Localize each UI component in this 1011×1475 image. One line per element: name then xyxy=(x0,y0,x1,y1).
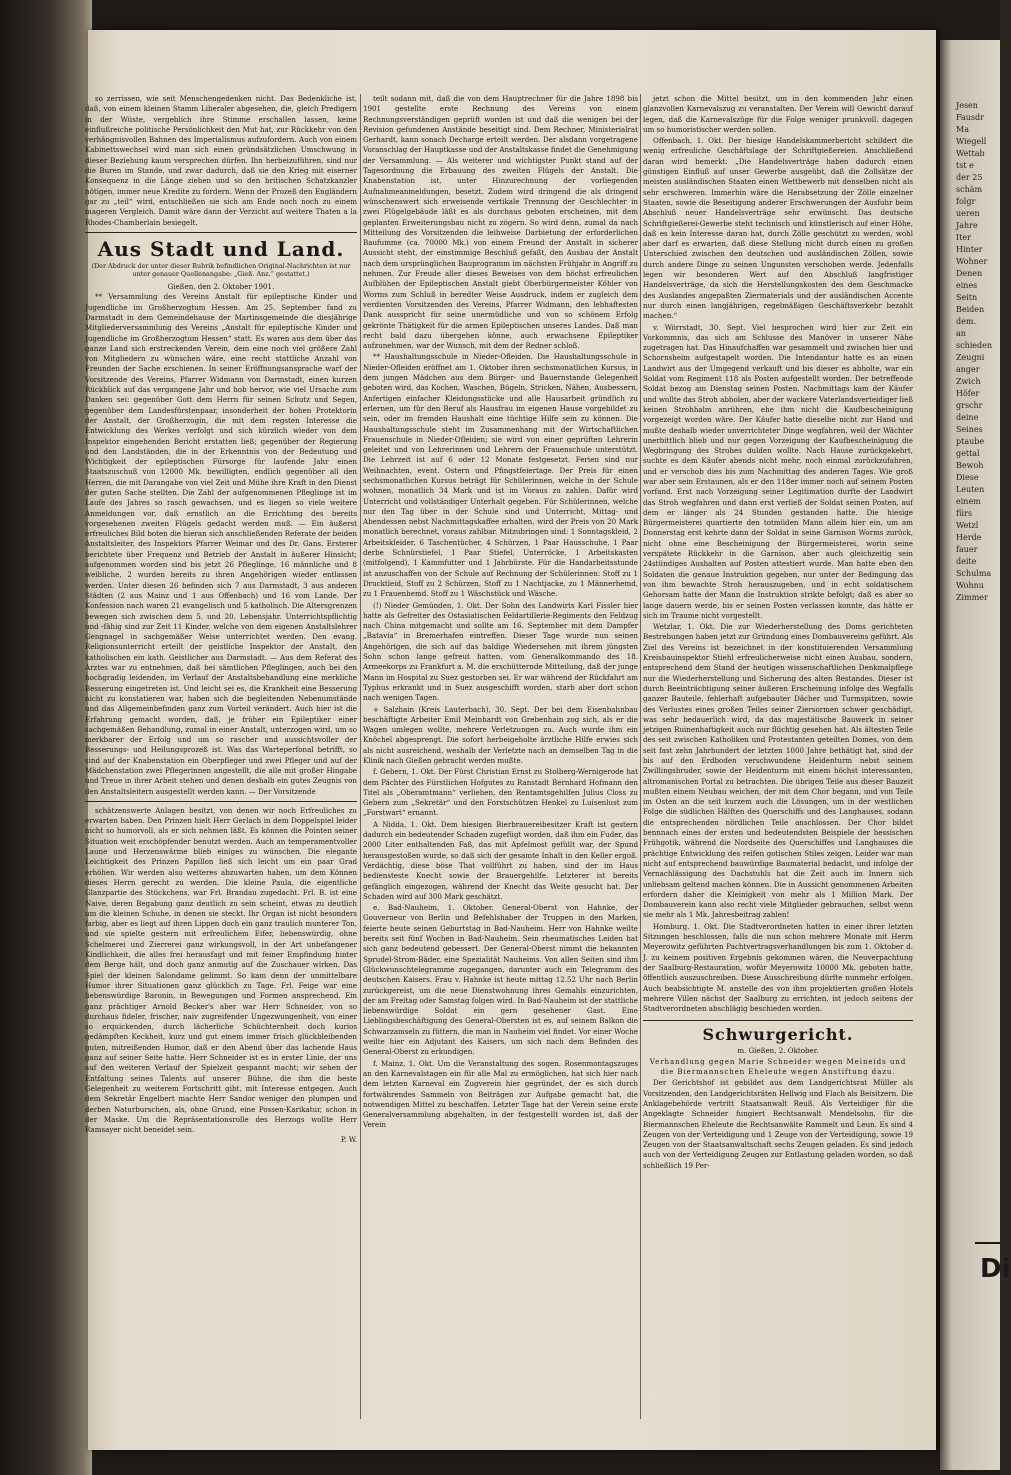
adjacent-page-fragment: Seines xyxy=(956,425,983,434)
adjacent-page-fragment: Leuten xyxy=(956,485,985,494)
adjacent-page-fragment: Ma xyxy=(956,125,969,134)
adjacent-page-fragment: fürs xyxy=(956,509,973,518)
adjacent-page-fragments xyxy=(956,100,1000,604)
adjacent-page-fragment: Zwich xyxy=(956,377,981,386)
adjacent-page-fragment: Zimmer xyxy=(956,593,988,602)
article-verein: ** Versammlung des Vereins Anstalt für epileptische Kinder und Jugendliche im Großherzogtum Hessen. Am 25. September fand zu Darmstadt in dem Gemeindehause der Martinsgemeinde die diesjährige Mitgliederversammlung des Vereins „Anstalt für epileptische Kinder und Jugendliche im Großherzogtum Hessen“ statt. Es waren aus dem über das ganze Land sich erstreckenden Verein, dem eine noch viel größere Zahl von Mitgliedern zu wünschen wäre, eine recht stattliche Anzahl von Freunden der Sache erschienen. In seiner Eröffnungsansprache warf der Vorsitzende des Vereins, Pfarrer Widmann von Darmstadt, einen kurzen Rückblick auf das vergangene Jahr und hob hervor, wie viel Ursache zum Danken sei: gegenüber Gott dem Herrn für seinen Schutz und Segen, gegenüber dem Landesfürstenpaar, insonderheit der hohen Protektorin der Anstalt, der Großherzogin, die mit dem regsten Interesse die Entwicklung des Werkes verfolgt und sich kürzlich wieder von dem Inspektor eingehenden Bericht erstatten ließ; gegenüber der Regierung und den Landständen, die in der Erkenntnis von der Bedeutung und Wichtigkeit der epileptischen Fürsorge für laufende Jahr einen Staatszuschuß von 12000 Mk. bewilligten, endlich gegenüber all den Herren, die mit Darangabe von viel Zeit und Mühe ihre Kraft in den Dienst der guten Sache stellten. Die Zahl der aufgenommenen Pfleglinge ist im Laufe des Jahres so rasch gewachsen, und es liegen so viele weitere Anmeldungen vor, daß ernstlich an die Errichtung des bereits vorgesehenen zweiten Flügels gedacht werden muß. — Ein äußerst erfreuliches Bild boten die hieran sich anschließenden Referate der beiden Anstaltsleiter, des Inspektors Pfarrer Weimar und des Dr. Gans. Ersterer berichtete über Frequenz und Betrieb der Anstalt in äußerer Hinsicht; aufgenommen worden sind bis jetzt 26 Pfleglinge, 16 männliche und 8 weibliche, 2 wurden bereits zu ihren Angehörigen wieder entlassen werden. Unter diesen 26 befinden sich 7 aus Darmstadt, 3 aus anderen Städten (2 aus Mainz und 1 aus Offenbach) und 16 vom Lande. Der Konfession nach waren 21 evangelisch und 5 katholisch. Die Altersgrenzen bewegen sich zwischen dem 5. und 20. Lebensjahr. Unterrichtspflichtig und -fähig sind zur Zeit 11 Kinder, welche von dem eigenen Anstaltslehrer Gengnagel in sachgemäßer Weise unterrichtet werden. Den evang. Religionsunterricht erteilt der geistliche Inspektor der Anstalt, den katholischen ein kath. Geistlicher aus Darmstadt. — Aus dem Referat des Arztes war zu entnehmen, daß bei sämtlichen Pfleglingen, auch bei den hochgradig leidenden, im Verlauf der Anstaltsbehandlung eine merkliche Besserung eingetreten ist. Und leicht sei es, die Krankheit eine Besserung nicht zu konstatieren war, haben sich die begleitenden Nebenumstände und das Allgemeinbefinden ganz zum Vorteil verändert. Auch hier ist die Erfahrung gemacht worden, daß, je früher ein Epileptiker einer sachgemäßen Behandlung, zumal in einer Anstalt, unterzogen wird, um so merkbarer der Erfolg und um so rascher und aussichtsvoller der Besserungs- und Heilungsprozeß ist. Was das Warteperfonal betrifft, so sind auf der Knabenstation ein Oberpfleger und zwei Pfleger und auf der Mädchenstation zwei Pflegerinnen angestellt, die alle mit großer Hingabe und Treue in ihrer Arbeit stehen und denen deshalb ein gutes Zeugnis von den Anstaltsleitern ausgestellt werden kann. — Der Vorsitzende xyxy=(85,292,357,796)
adjacent-page-fragment: Wiegell xyxy=(956,137,987,146)
adjacent-page-fragment: folgr xyxy=(956,197,976,206)
article-wetzlar: Wetzlar, 1. Okt. Die zur Wiederherstellung des Doms gerichteten Bestrebungen haben jetzt zur Gründung eines Dombauvereins geführt. Als Ziel des Vereins ist bezeichnet in der konstituierenden Versammlung Kreisbauinspektor Stiehl erfreulicherweise nicht einen Ausbau, sondern, entsprechend dem Stand der heutigen wissenschaftlichen Denkmalpflege nur die Wiederherstellung und Sicherung des alten Bestandes. Dieser ist durch Beeinträchtigung seiner äußeren Erscheinung infolge des Wegfalls ganzer Bauteile, fehlerhaft aufgebauter Dächer und Turmspitzen, sowie des Verlustes eines großen Teiles seiner Ziersormen schwer geschädigt, was sehr bedauerlich wird, da das majestätische Bauwerk in seiner jetzigen Ruinenhaftigkeit auch nur flüchtig gesehen hat. Als ältesten Teile des seit zwischen Katholiken und Protestanten geteilten Domes, von dem seit fast zehn Jahrhundert der letzten 1000 Jahre bethätigt hat, sind der bis auf den Erdboden verschwundene Heidenturm nebst seinem Zwillingsbruder, sowie der Heidenturm mit einem höchst interessanten, altromanischen Portal zu betrachten. Die übrigen Teile aus dieser Bauzeit mußten einem Neubau weichen, der mit dem Chor begann, und von Teile im Osten an die seit kurzem auch die Lösungen, um in der westlichen Folge die südlichen Hälften des Querschiffs und des Langhauses, sodann die entsprechenden nördlichen Teile anschlossen. Der Chor bildet bennnach eines der ersten und bedeutendsten Beispiele der hessischen Frühgotik, während die Nordseite des Querschiffes und Langhauses die prächtige Entwicklung des reifen gotischen Stiles zeigen. Leider war man nicht auf entsprechend bauwürdige Baumaterial bedacht, und infolge der Vernachlässigung des Dachstuhls hat die Zeit auch im Innern sich unliebsam geltend machen können. Die in Aussicht genommenen Arbeiten erfordern daher die Kleinigkeit von mehr als 1 Million Mark. Der Dombauverein kann also recht viele Mitglieder gebrauchen, selbst wenn sie mehr als 1 Mk. Jahresbeitrag zahlen! xyxy=(643,622,913,920)
adjacent-page-fragment: Hinter xyxy=(956,245,983,254)
jury-dateline: m. Gießen, 2. Oktober. xyxy=(737,1046,819,1056)
adjacent-page-fragment: Schulma xyxy=(956,569,992,578)
article-mainz: f. Mainz, 1. Okt. Um die Veranstaltung des sogen. Rosenmontagszuges an den Karnevalstagen ein für alle Mal zu ermöglichen, hat sich hier nach dem letzten Karneval ein Zugverein hier gegründet, der es sich durch fortwährendes Sammeln von Beiträgen zur Aufgabe gemacht hat, die notwendigen Mittel zu beschaffen. Letzter Tage hat der Verein seine erste Generalversammlung abgehalten, in der festgestellt worden ist, daß der Verein xyxy=(363,1058,638,1130)
article-bad-nauheim: e. Bad-Nauheim, 1. Oktober. General-Oberst von Hahnke, der Gouverneur von Berlin und Befehlshaber der Truppen in den Marken, feierte heute seinen Geburtstag in Bad-Nauheim. Herr von Hahnke weilte bereits seit fünf Wochen in Bad-Nauheim. Sein rheumatisches Leiden hat sich ganz bedeutend gebessert. Der General-Oberst nimmt die bekannten Sprudel-Strom-Bäder, eine Spezialität Nauheims. Von allen Seiten sind ihm Glückwunschtelegramme zugegangen, darunter auch ein Telegramm des deutschen Kaisers. Frau v. Hahnke ist heute mittag 12.52 Uhr nach Berlin zurückgereist, um die neue Dienstwohnung ihres Gemahls einzurichten, der am Freitag oder Samstag folgen wird. In Bad-Nauheim ist der stattliche liebenswürdige Soldat ein gern gesehener Gast. Eine Lieblingsbeschäftigung des General-Obersten ist es, auf seinem Balkon die Schwarzamseln zu füttern, die man in Nauheim viel findet. Vor einer Woche weilte hier ein Adjutant des Kaisers, um sich nach dem Befinden des General-Oberst zu erkundigen. xyxy=(363,903,638,1057)
adjacent-page-fragment: einem xyxy=(956,497,981,506)
adjacent-page-fragment: Denen xyxy=(956,269,983,278)
article-nieder-gemuenden: (!) Nieder Gemünden, 1. Okt. Der Sohn des Landwirts Karl Fissler hier hatte als Gefreiter des Ostasiatischen Feldartillerie-Regiments den Feldzug nach China mitgemacht und sollte am 16. September mit dem Dampfer „Batavia“ in Bremerhafen eintreffen. Dieser Tage wurde nun seinen Angehörigen, die sich auf das baldige Wiedersehen mit ihrem jüngsten Sohn schon lange gefreut hatten, vom Generalkommando des 18. Armeekorps zu Frankfurt a. M. die erschütternde Mitteilung, daß der junge Mann im Hospital zu Suez gestorben sei. Er war während der Rückfahrt am Typhus erkrankt und in Suez ausgeschifft worden, starb aber dort schon nach wenigen Tagen. xyxy=(363,600,638,703)
adjacent-page-fragment: ueren xyxy=(956,209,980,218)
adjacent-page-fragment: ptaube xyxy=(956,437,985,446)
feuilleton-rule xyxy=(85,801,357,802)
dateline: Gießen, den 2. Oktober 1901. xyxy=(167,282,275,292)
article-offenbach: Offenbach, 1. Okt. Der hiesige Handelskammerbericht schildert die wenig erfreuliche Geschäftslage der Schriftgießereien. Anschließend daran wird bemerkt: „Die Handelsverträge haben dadurch einen günstigen Einfluß auf unser Gewerbe ausgeübt, daß die Zollsätze der meisten ausländischen Staaten einen Wettbewerb mit denselben nicht als sehr erschweren. Immerhin wäre die Herabsetzung der Zölle einzelner Staaten, sowie die Beseitigung anderer Erschwerungen der Ausfuhr beim Abschluß neuer Handelsverträge sehr erwünscht. Das deutsche Schriftgießerei-Gewerbe steht technisch und künstlerisch auf einer Höhe, daß es kein Interesse daran hat, durch Zölle geschützt zu werden, wohl aber darf es erwarten, daß diese Stellung nicht durch einen zu großen Unterschied zwischen den deutschen und ausländischen Zöllen, sowie durch andere Dinge zu seinen Ungunsten verschoben werde. Jedenfalls legen wir besonderen Wert auf den Abschluß langfristiger Handelsverträge, da sich die Herstellungskosten des dem Geschmacke des Auslandes angepaßten Ziermaterials und der ausländischen Accente nur durch einen langjährigen, regelmäßigen Geschäftsverkehr bezahlt machen.“ xyxy=(643,136,913,321)
article-gebern: f. Gebern, 1. Okt. Der Fürst Christian Ernst zu Stolberg-Wernigerode hat dem Pächter des Fürstlichen Hofgutes zu Ranstadt Bernhard Hofmann den Titel als „Oberamtmann“ verliehen, den Rentamtsgehilfen Julius Closs zu Gebern zum „Sekretär“ und den Forstschützen Henkel zu Luisenlust zum „Forstwart“ ernannt. xyxy=(363,767,638,818)
article-verein-continued: teilt sodann mit, daß die von dem Hauptrechner für die Jahre 1898 bis 1901 gestellte erste Rechnung des Vereins von einem Rechnungsverständigen geprüft worden ist und daß die wenigen bei der Revision gefundenen Anstände beseitigt sind. Dem Rechner, Ministerialrat Gerhardt, kann sonach Decharge erteilt werden. Der alsdann vorgetragene Voranschlag der Hauptkasse und der Anstaltskasse findet die Genehmigung der Versammlung. — Als weiterer und wichtigster Punkt stand auf der Tagesordnung die Erbauung des zweiten Flügels der Anstalt. Die Knabenstation ist, unter Hinzurechnung der vorliegenden Aufnahmeanmeldungen, besetzt. Zudem wird dringend die als dringend wünschenswert sich erweisende vertikale Trennung der Geschlechter in zwei Flügelgebäude läßt es als durchaus geboten erscheinen, mit dem geplanten Erweiterungsbau nicht zu zögern. So wird denn, zumal da nach Mitteilung des Vorsitzenden die leihweise Darbietung der erforderlichen Baufumme (ca. 70000 Mk.) von einem Freund der Anstalt in sicherer Aussicht steht, der einstimmige Beschluß gefaßt, den Ausbau der Anstalt nach dem ursprünglichen Bauprogramm im nächsten Frühjahr in Angriff zu nehmen. Zur Freude aller dieses Beweises von dem höchst erfreulichen Aufblühen der Epileptischen Anstalt giebt Oberbürgermeister Köhler von Worms zum Schluß in beredter Weise Ausdruck, indem er zugleich dem verdienten Vorsitzenden des Vereins, Pfarrer Widmann, den lebhaftesten Dank ausspricht für seine unermüdliche und von so schönem Erfolg gekrönte Thätigkeit für die armen Epileptischen unseres Landes. Daß man recht bald dazu übergehen könne, auch erwachsene Epileptiker aufzunehmen, war der Wunsch, mit dem der Redner schloß. xyxy=(363,94,638,351)
book-binding xyxy=(0,0,92,1475)
adjacent-page-fragment: Fausdr xyxy=(956,113,984,122)
adjacent-page-fragment: deite xyxy=(956,557,977,566)
adjacent-page-fragment: Diese xyxy=(956,473,979,482)
adjacent-page-fragment: fauer xyxy=(956,545,978,554)
jury-section xyxy=(643,1020,913,1171)
adjacent-page-fragment: tst e xyxy=(956,161,974,170)
article-homburg: Homburg, 1. Okt. Die Stadtverordneten hatten in einer ihrer letzten Sitzungen beschlossen, falls die nun schon mehrere Monate mit Herrn Meyerowitz geführten Pachtvertragsverhandlungen bis zum 1. Oktober d. J. zu keinem positiven Ergebnis gekommen wären, die Neuverpachtung der Saalburg-Restauration, wofür Meyerowitz 10000 Mk. geboten hatte, öffentlich auszuschreiben. Diese Ausschreibung dürfte nunmehr erfolgen. Auch beabsichtigte M. anstelle des von ihm projektierten großen Hotels mehrere Villen nächst der Saalburg zu errichten, ist jedoch seitens der Stadtverordneten abschlägig beschieden worden. xyxy=(643,921,913,1014)
article-theater: schätzenswerte Anlagen besitzt, von denen wir noch Erfreuliches zu erwarten haben. Den Prinzen hielt Herr Gerlach in dem Doppelspiel leider nicht so humorvoll, als er sich nehmen läßt. Es können die Pointen seiner Situation weit erschöpfender benutzt werden. Auch an temperamentvoller Laune und Herzenswärme blieb einiges zu wünschen. Die elegante Leichtigkeit des Prinzen Papillon ließ sich leicht um ein paar Grad erhöhen. Wir werden also weiteres abzuwarten haben, um dem Können dieses Herrn gerecht zu werden. Die kleine Paula, die eigentliche Glanzpartie des Stückchens, war Frl. Brandau zugedacht. Frl. B. ist eine Naive, deren Begabung ganz deutlich zu sein scheint, etwas zu deutlich um die kleinen Schuhe, in denen sie steckt. Ihr Organ ist nicht besonders farbig, aber es liegt auf ihren Lippen doch ein ganz traulich munterer Ton, und sie spielte gestern mit erfreulichem Eifer, liebenswürdig, ohne Schelmerei und Zierrerei ganz wirkungsvoll, in der Art unbefangener Kindlichkeit, die alles frei herausfagt und mit feiner Empfindung hinter dem Berge hält, und doch ganz anmutig auf die Zuschauer wirken. Das Spiel der kleinen Salondame gelimmt. So kam denn der unmittelbare Humor ihrer Situationen ganz glücklich zu Tage. Frl. Feige war eine liebenswürdige Baronin, in Bewegungen und Formen ansprechend. Ein ganz prächtiger Arnold Becker's aber war Herr Schneider, von so durchaus fideler, frischer, naiv zugreifender Ungezwungenheit, von einer so erquickenden, durch lächerliche Schüchternheit doch kurios gedämpften Keckheit, kurz und gut einem immer frisch glückbleibenden guten, mitreißenden Humor, daß er den Abend über das lachende Haus ganz auf seiner Seite hatte. Herr Schneider ist es in erster Linie, der uns auf den weiteren Verlauf der Spielzeit gespannt macht; wir sehen der Entfaltung seines Talents auf unserer Bühne, die ihm die beste Gelegenheit zu weiterem Fortschritt gibt, mit Interesse entgegen. Auch dem Sekretär Engelbert machte Herr Sandor weniger den plumpen und derben Naturburschen, als, ohne Grund, eine Possen-Karikatur, schon in der Maske. Um die Repräsentationsrolle des Herzogs wollte Herr Ramsayer nicht beneidet sein. xyxy=(85,805,357,1135)
section-title: Aus Stadt und Land. xyxy=(97,236,345,261)
jury-subject: Verhandlung gegen Marie Schneider wegen Meineids und die Biermannschen Eheleute wegen Anstiftung dazu. xyxy=(649,1056,907,1077)
adjacent-page-fragment: Beiden xyxy=(956,305,985,314)
article-text-intro: so zerrissen, wie seit Menschengedenken nicht. Das Bedenkliche ist, daß, von einem kleinen Stamm Liberaler abgesehen, die, gleich Predigern in der Wüste, vergeblich ihre Stimme erschallen lassen, keine einflußreiche politische Persönlichkeit den Mut hat, zur Rückkehr von den verhängnisvollen Bahnen des Imperialismus aufzufordern. Auch von einem Kabinettswechsel wird man sich einen gründsätzlichen Umschwung in dieser Beziehung kaum versprechen dürfen. Ihn herbeizuführen, sind nur die Buren im Stande, und zwar dadurch, daß sie den Krieg mit eiserner Konsequenz in die Länge ziehen und so den britischen Schatzkanzler nötigen, immer neue Kredite zu fordern. Wenn der Prozeß den Engländern gar zu „teil“ wird, entschließen sie sich am Ende noch noch zu einem mageren Vergleich. Damit wäre dann der Verzicht auf weitere Thaten a la Rhodes-Chamberlain besiegelt. xyxy=(85,94,357,227)
adjacent-page-fragment: Höfer xyxy=(956,389,980,398)
adjacent-page-fragment: gettal xyxy=(956,449,980,458)
jury-text: Der Gerichtshof ist gebildet aus dem Landgerichtsrat Müller als Vorsitzenden, den Landgerichtsräten Hellwig und Flach als Beisitzern. Die Anklagebehörde vertritt Staatsanwalt Reuß. Als Verteidiger für die Angeklagte Schneider fungiert Rechtsanwalt Mendelsohn, für die Biermannschen Eheleute die Rechtsanwälte Rammelt und Leun. Es sind 4 Zeugen von der Verteidigung und 1 Zeuge von der Verteidigung, sowie 19 Zeugen von der Staatsanwaltschaft sechs Zeugen geladen. Es sind jedoch auch von der Verteidigung Zeugen zur Entlastung geladen worden, so daß schließlich 19 Per- xyxy=(643,1078,913,1170)
adjacent-page-fragment: Iter xyxy=(956,233,971,242)
section-rule xyxy=(85,232,357,233)
adjacent-page-fragment: Bewoh xyxy=(956,461,984,470)
adjacent-page-rule xyxy=(975,1242,1000,1244)
adjacent-page-fragment: Wettab xyxy=(956,149,985,158)
column-2 xyxy=(363,94,638,1419)
section-rule xyxy=(643,1020,913,1021)
adjacent-page-fragment: Seitn xyxy=(956,293,978,302)
article-woerrstadt: v. Wörrstadt, 30. Sept. Viel besprochen wird hier zur Zeit ein Vorkommnis, das sich am Schlusse des Manöver in unserer Nähe zugetragen hat. Das Hinaufchaffen war gesammelt und zwischen hier und Schornsheim aufgestapelt worden. Die Intendantur hatte es an einen Landwirt aus der Umgegend verkauft und bis dieser es abholte, war ein Soldat vom Regiment 118 als Posten aufgestellt worden. Der betreffende Soldat bezog am Dienstag seinen Posten. Nachmittags kam der Käufer und wollte das Stroh abholen, aber der wackere Vaterlandsverteidiger ließ keinen Strohhalm anrühren, ehe ihm nicht die Kaufbescheinigung vorgezeigt worden wäre. Der Käufer hatte dieselbe nicht zur Hand und mußte deshalb wieder unverrichteter Dinge wegfahren, weil der Wächter unerbittlich blieb und nur gegen Vorzeigung der Kaufbescheinigung die Wegbringung des Strohes dulden wollte. Nach Hause zurückgekehrt, suchte es dem Käufer abends nicht mehr, noch einmal zurückzufahren, und er verschob dies bis zum Nachmittag des anderen Tages. Wie groß war aber sein Erstaunen, als er den 118er immer noch auf seinem Posten vorfand. Erst nach Vorzeigung seiner Legitimation durfte der Landwirt das Stroh wegfahren und dann erst verließ der Soldat seinen Posten, auf dem er länger als 24 Stunden gestanden hatte. Die hiesige Bürgermeisterei quartierte den totmüden Mann allein hier ein, um am Donnerstag erst kehrte dann der Soldat in seine Garnison Worms zurück, nicht ohne eine Bescheinigung der Bürgermeisterei, worin seine verspätete Rückkehr in die Garnison, aber auch gleichzeitig sein 24stündiges Aushalten auf Posten attestiert wurde. Man hatte eben den Soldaten die genaue Instruktion gegeben, nur unter der Bedingung das von ihm bewachte Stroh herauszugeben, und in echt soldatischem Gehorsam hatte der Mann die Instruktion strikte befolgt; daß es aber so lange dauern werde, bis er seinen Posten verlassen konnte, das hätte er sich im Traume nicht vorgestellt. xyxy=(643,322,913,620)
signature: P. W. xyxy=(340,1135,357,1145)
column-3 xyxy=(643,94,913,1419)
article-nidda: A Nidda, 1. Okt. Dem hiesigen Bierbrauereibesitzer Kraft ist gestern dadurch ein bedeutender Schaden zugefügt worden, daß ihm ein Fuder, das 2000 Liter enthaltenden Faß, das mit Apfelmost gefüllt war, der Spund herausgestoßen wurde, so daß sich der gesamte Inhalt in den Keller ergoß. Verdächtig, diese böse That vollführt zu haben, sind der im Haus bediensteste Knecht sowie der Brauergehilfe. Letzterer ist bereits gefänglich eingezogen, während der Knecht das Weite gesucht hat. Der Schaden wird auf 300 Mark geschätzt. xyxy=(363,819,638,901)
adjacent-page-fragment: Jesen xyxy=(956,101,978,110)
adjacent-page-fragment: an xyxy=(956,329,966,338)
adjacent-page-heading-fragment: Di xyxy=(980,1254,1011,1284)
adjacent-page-fragment: grschr xyxy=(956,401,983,410)
adjacent-page-fragment: Wetzl xyxy=(956,521,979,530)
adjacent-page-fragment: schäm xyxy=(956,185,983,194)
adjacent-page-fragment: dem. xyxy=(956,317,976,326)
column-1 xyxy=(85,94,357,1419)
article-mainz-continued: jetzt schon die Mittel besitzt, um in den kommenden Jahr einen glanzvollen Karnevalszug zu veranstalten. Der Verein will Gewicht darauf legen, daß die Karnevalszüge für die Folge weniger prunkvoll. dagegen um so humoristischer werden sollen. xyxy=(643,94,913,134)
adjacent-page-fragment: der 25 xyxy=(956,173,983,182)
adjacent-page-fragment: Jahre xyxy=(956,221,978,230)
article-salzhain: + Salzhain (Kreis Lauterbach), 30. Sept. Der bei dem Eisenbahnbau beschäftigte Arbeiter Emil Meinhardt von Grebenhain zog sich, als er die Wagen umlegen wollte, mehrere Verletzungen zu. Auch wurde ihm ein Knöchel abgesprengt. Die sofort herbeigeholte ärztliche Hilfe erwies sich als nicht ausreichend, weshalb der Verletzte nach an demselben Tag in die Klinik nach Gießen gebracht werden mußte. xyxy=(363,704,638,765)
adjacent-page-fragment: anger xyxy=(956,365,980,374)
adjacent-page-fragment: Wohnu xyxy=(956,581,984,590)
adjacent-page-fragment: schieden xyxy=(956,341,993,350)
adjacent-page-fragment: Zeugni xyxy=(956,353,985,362)
reprint-notice: (Der Abdruck der unter dieser Rubrik befindlichen Original-Nachrichten ist nur unter genauer Quellenangabe: „Gieß. Anz.“ gestattet.) xyxy=(91,261,351,279)
adjacent-page-fragment: Wohner xyxy=(956,257,988,266)
article-haushaltungsschule: ** Haushaltungsschule in Nieder-Ofleiden. Die Haushaltungsschule in Nieder-Ofleiden eröffnet am 1. Oktober ihren sechsmonatlichen Kursus, in dem jungen Mädchen aus dem Bürger- und Bauernstande Gelegenheit geboten wird, das Kochen, Waschen, Bügeln, Stricken, Nähen, Ausbessern, Anfertigen einfacher Kleidungsstücke und alle Hausarbeit gründlich zu erlernen, um für den Beruf als Hausfrau im eigenen Hause vorgebildet zu sein, oder im fremden Haushalt eine tüchtige Hilfe sein zu können. Die Haushaltungsschule steht im Zusammenhang mit der Wirtschaftlichen Frauenschule in Nieder-Ofleiden; sie wird von einer geprüften Lehrerin geleitet und von Lehrerinnen und Lehrern der Frauenschule unterstützt. Die Lehrzeit ist auf 6 oder 12 Monate festgesetzt. Ferien sind nur Weihnachten, event. Ostern und Pfingstfeiertage. Der Preis für einen sechsmonatlichen Kursus beträgt für Schülerinnen, welche in der Schule wohnen, monatlich 34 Mark und ist im Voraus zu zahlen. Dafür wird Unterricht und vollständiger Unterhalt gegeben. Für Schülerinnen, welche nur den Tag über in der Schule sind und Unterricht, Mittag- und Abendessen nebst Nachmittagskaffee erhalten, wird der Preis von 20 Mark monatlich berechnet, voraus zahlbar. Mitzubringen sind: 1 Sonntagskleid, 2 Arbeitskleider, 6 Taschentücher, 4 Schürzen, 1 Paar Hausschuhe, 1 Paar derbe Schnürstiefel, 1 Paar Stiefel, Unterröcke, 1 Arbeitskasten (mitfolgend), 1 Kammfutter und 1 Jahrbürste. Für die Handarbeitsstunde ist anzuschaffen von der Schule auf Rechnung der Schülerinnen: Stoff zu 1 Drucktleid, Stoff zu 2 Schürzen, Stoff zu 1 Nachtjacke, zu 1 Männerhemd, zu 1 Frauenhemd. Stoff zu 1 Wäschstück und Wäsche. xyxy=(363,352,638,599)
adjacent-page-fragment: Herde xyxy=(956,533,982,542)
adjacent-page-fragment: deine xyxy=(956,413,979,422)
column-divider xyxy=(360,94,361,1419)
adjacent-page-fragment: eines xyxy=(956,281,978,290)
column-divider xyxy=(640,94,641,1419)
jury-title: Schwurgericht. xyxy=(702,1025,854,1045)
